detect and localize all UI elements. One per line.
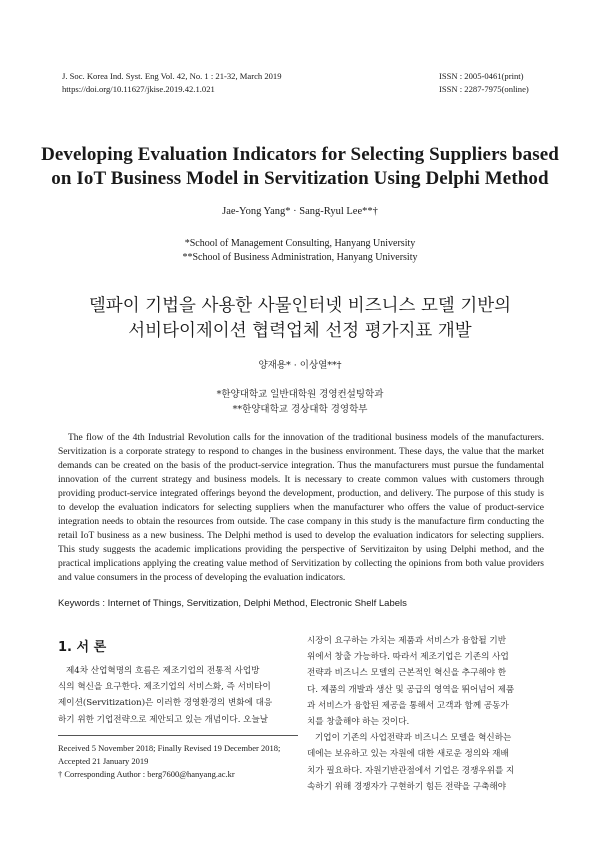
section-heading: 1. 서 론	[58, 640, 107, 655]
affiliation-1: *School of Management Consulting, Hanyang University	[184, 238, 416, 249]
english-title-line-1: Developing Evaluation Indicators for Selecting Suppliers based	[41, 144, 559, 165]
footnote-corresponding-author: † Corresponding Author : berg7600@hanyang.ac.kr	[58, 769, 235, 779]
body-line: 과 서비스가 융합된 제공을 통해서 고객과 함께 공동가	[307, 700, 509, 711]
body-line: 치가 필요하다. 자원기반관점에서 기업은 경쟁우위를 지	[307, 765, 515, 776]
keywords	[58, 598, 544, 609]
footnote-accepted: Accepted 21 January 2019	[58, 756, 149, 766]
keywords-label: Keywords	[58, 598, 100, 609]
korean-affiliation-1: *한양대학교 일반대학원 경영컨설팅학과	[216, 389, 384, 400]
body-line: 위에서 창출 가능하다. 따라서 제조기업은 기존의 사업	[307, 652, 509, 663]
body-column-right	[307, 633, 547, 795]
korean-title-line-1: 델파이 기법을 사용한 사물인터넷 비즈니스 모델 기반의	[88, 296, 512, 316]
english-title-line-2: on IoT Business Model in Servitization Using Delphi Method	[51, 168, 549, 189]
abstract	[58, 431, 544, 585]
body-line: 식의 혁신을 요구한다. 제조기업의 서비스화, 즉 서비타이	[58, 682, 271, 693]
journal-citation: J. Soc. Korea Ind. Syst. Eng Vol. 42, No. 1 : 21-32, March 2019	[62, 71, 282, 81]
issn-print: ISSN : 2005-0461(print)	[439, 71, 524, 81]
korean-affiliation-2: **한양대학교 경상대학 경영학부	[232, 404, 368, 415]
english-authors: Jae-Yong Yang* · Sang-Ryul Lee**†	[222, 206, 378, 217]
english-affiliations	[0, 237, 600, 265]
english-title	[0, 143, 600, 191]
korean-affiliations	[0, 387, 600, 417]
body-line: 데에는 보유하고 있는 자원에 대한 새로운 정의와 재배	[307, 749, 509, 760]
keywords-text: Internet of Things, Servitization, Delphi Method, Electronic Shelf Labels	[107, 598, 407, 609]
body-line: 속하기 위해 경쟁자가 구현하기 힘든 전략을 구축해야	[307, 781, 507, 792]
body-line: 시장이 요구하는 가치는 제품과 서비스가 융합될 기반	[307, 636, 507, 646]
korean-title-line-2: 서비타이제이션 협력업체 선정 평가지표 개발	[128, 321, 472, 341]
korean-title	[0, 294, 600, 344]
doi-link[interactable]: https://doi.org/10.11627/jkise.2019.42.1.021	[62, 84, 215, 94]
body-line: 하기 위한 기업전략으로 제안되고 있는 개념이다. 오늘날	[58, 714, 269, 725]
body-line: 치를 창출해야 하는 것이다.	[307, 717, 410, 728]
keywords-separator: :	[102, 598, 108, 609]
body-line: 다. 제품의 개발과 생산 및 공급의 영역을 뛰어넘어 제품	[307, 684, 515, 695]
abstract-text: The flow of the 4th Industrial Revolution calls for the innovation of the traditional business models of the manufacturers. Servitization is a corporate strategy to respond to changes in the business environment. These days, the value that the market demands can be created on the basis of the product-service integration. Thus the manufacturers must pursue the fundamental innovation of the current strategy and business models. It is necessary to create common values with customers through providing product-service integrated offerings beyond the development, production, and delivery. The purpose of this study is to develop the evaluation indicators for selecting suppliers when the manufacturer who offers the value of product-service integration needs to obtain the resources from outside. The case company in this study is the manufacture firm conducting the retail IoT business as a new business. The Delphi method is used to develop the evaluation indicators for selecting suppliers. This study suggests the academic implications providing the perspective of Servitizaiton by using Delphi method, and the practical implications applying the creating value method of Servitization by collecting the opinions from both value providers and value consumers in the process of developing the evaluation indicators.	[58, 433, 544, 583]
footnotes	[58, 735, 298, 781]
body-line: 전략과 비즈니스 모델의 근본적인 혁신을 추구해야 한	[307, 668, 507, 679]
issn-online: ISSN : 2287-7975(online)	[439, 84, 529, 94]
journal-header-left	[62, 70, 282, 96]
body-line: 기업이 기존의 사업전략과 비즈니스 모델을 혁신하는	[315, 733, 512, 744]
body-column-left	[58, 663, 298, 728]
body-line: 제4차 산업혁명의 흐름은 제조기업의 전통적 사업방	[66, 666, 260, 676]
korean-authors: 양재용* · 이상열**†	[258, 360, 342, 371]
affiliation-2: **School of Business Administration, Hanyang University	[182, 252, 418, 263]
journal-header-right	[439, 70, 529, 96]
body-line: 제이션(Servitization)은 이러한 경영환경의 변화에 대응	[58, 698, 273, 709]
footnote-received: Received 5 November 2018; Finally Revised 19 December 2018;	[58, 743, 281, 753]
